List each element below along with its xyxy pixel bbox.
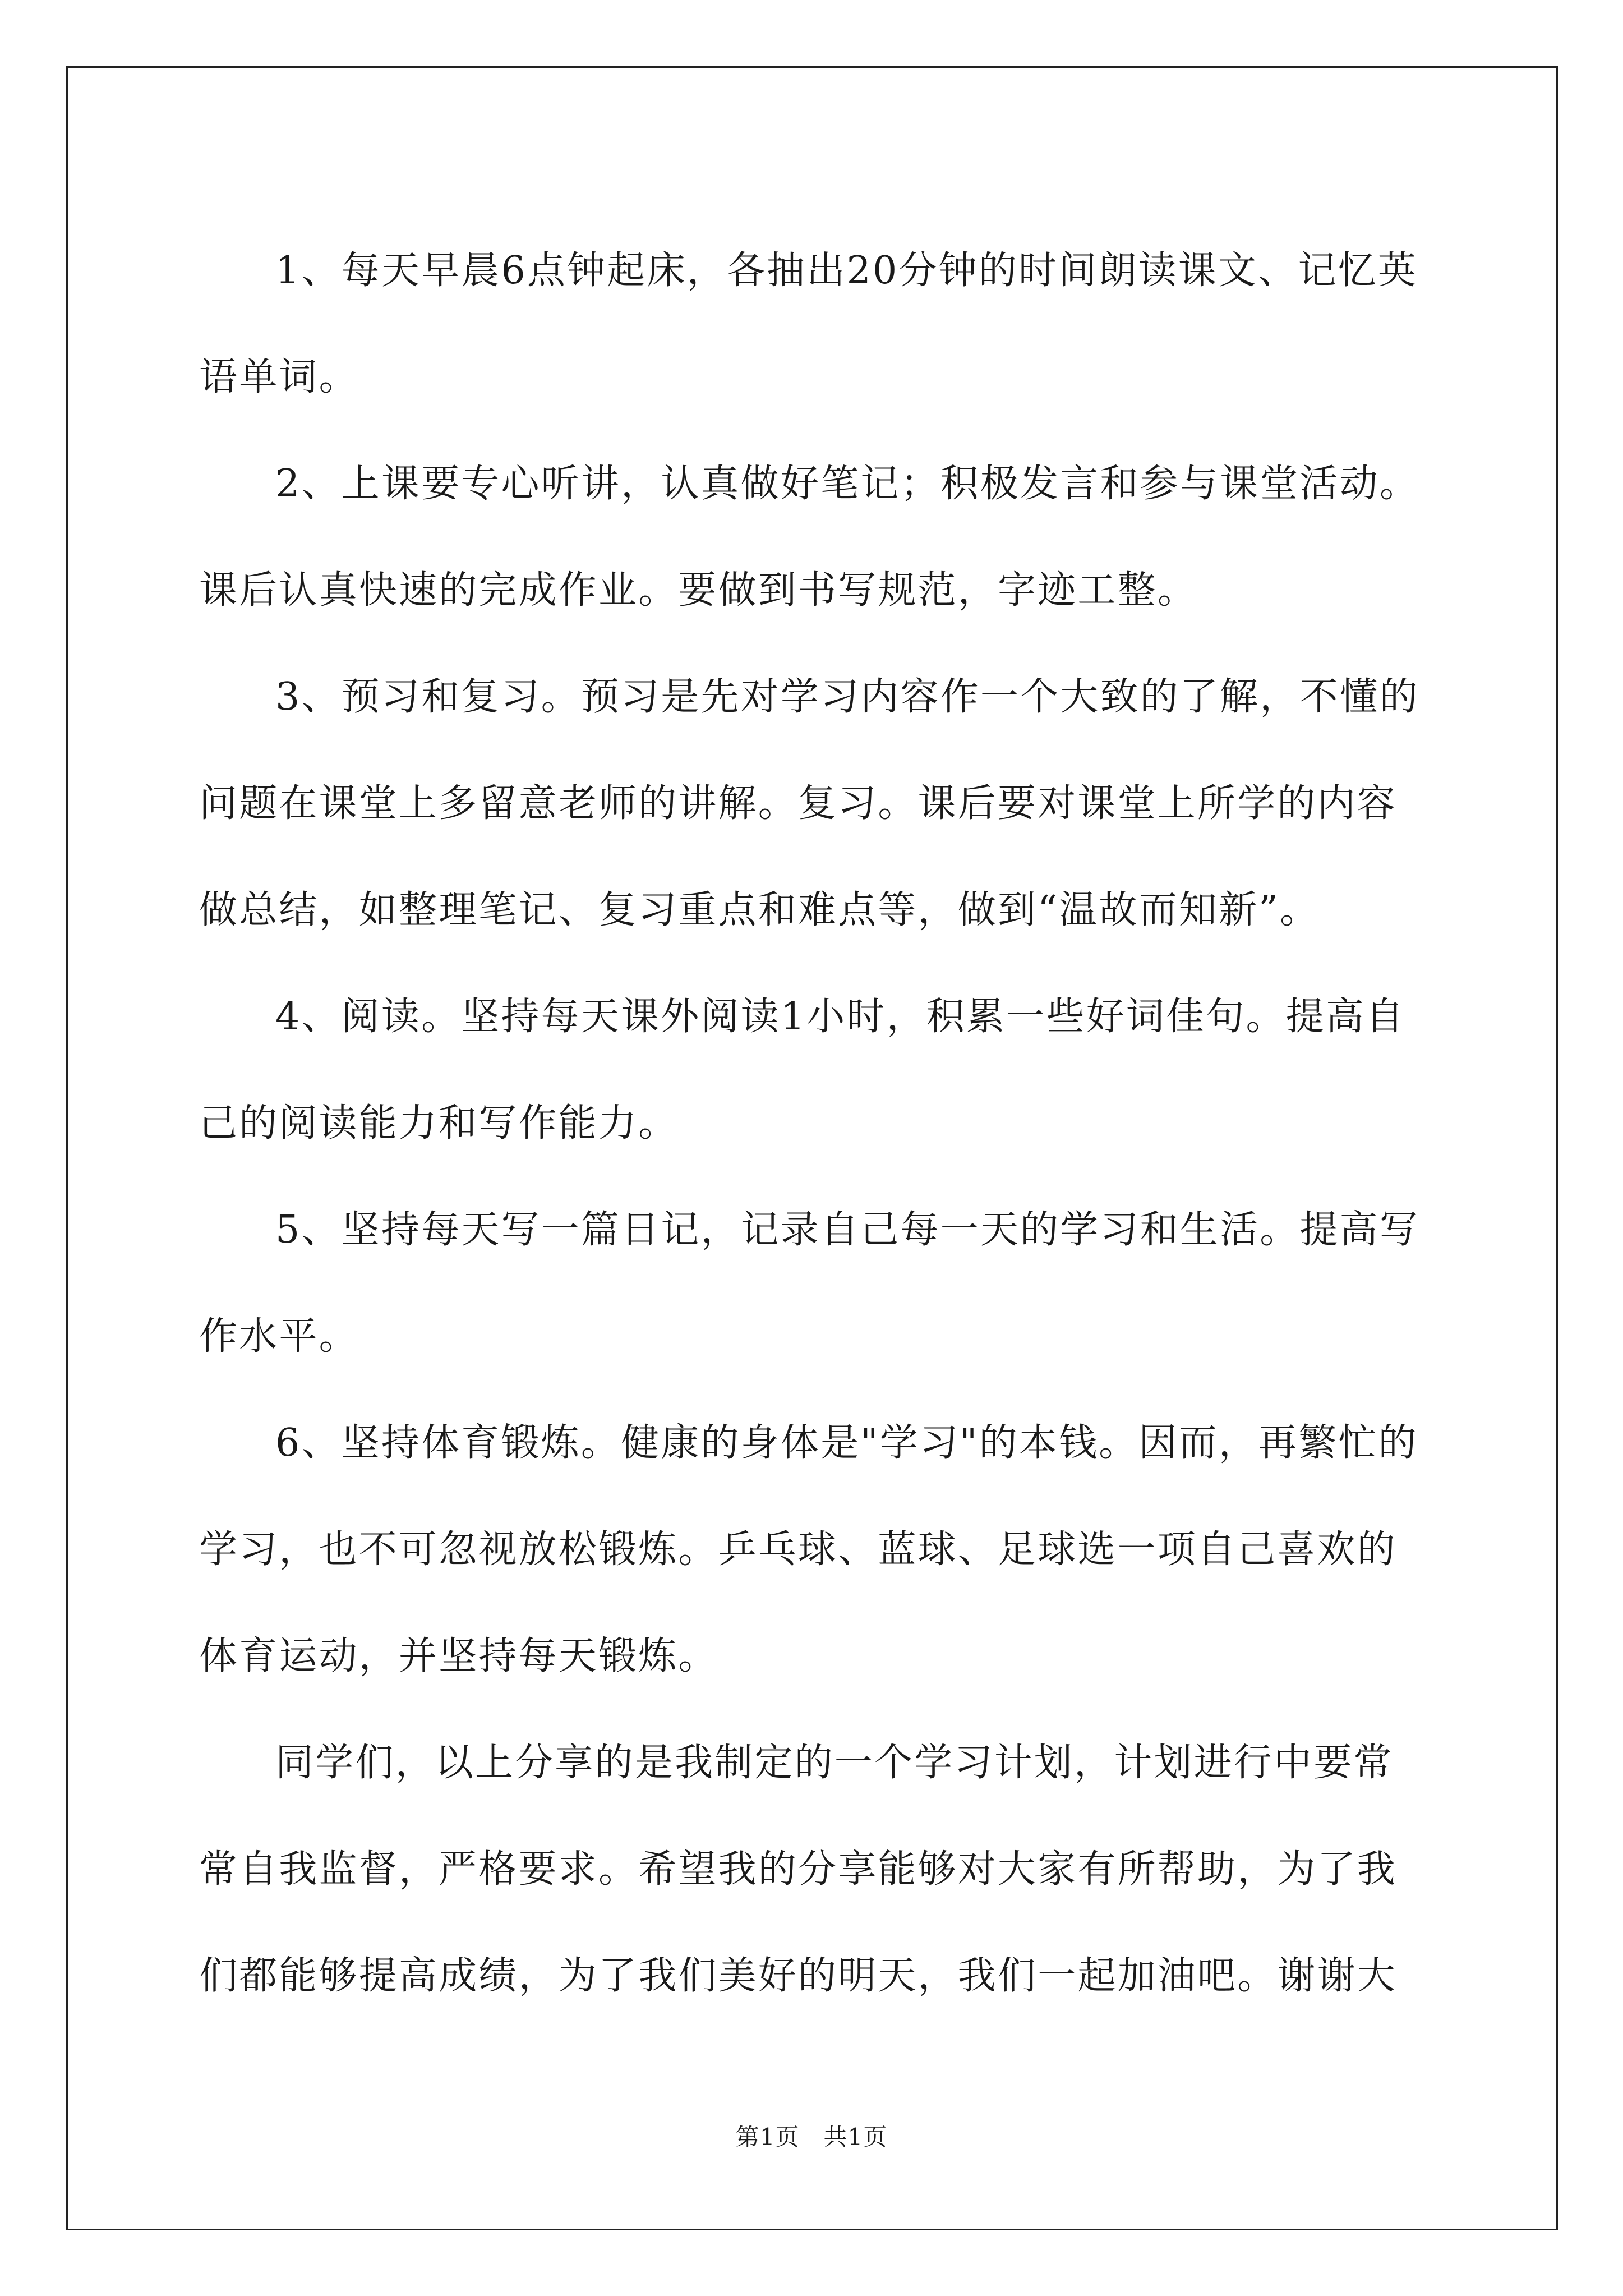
paragraph-closing: 同学们，以上分享的是我制定的一个学习计划，计划进行中要常常自我监督，严格要求。希望我的分享能够对大家有所帮助，为了我们都能够提高成绩，为了我们美好的明天，我们一起加油吧。谢谢大 — [199, 1741, 1398, 1998]
page-number: 第1页 — [735, 2123, 800, 2151]
footer-gap — [799, 2123, 823, 2151]
page-total: 共1页 — [823, 2123, 888, 2151]
page-footer — [0, 2120, 1623, 2154]
paragraph-item-1: 1、每天早晨6点钟起床，各抽出20分钟的时间朗读课文、记忆英语单词。 — [199, 249, 1418, 399]
paragraph-item-5: 5、坚持每天写一篇日记，记录自己每一天的学习和生活。提高写作水平。 — [199, 1208, 1420, 1359]
paragraph-item-4: 4、阅读。坚持每天课外阅读1小时，积累一些好词佳句。提高自己的阅读能力和写作能力。 — [199, 995, 1406, 1145]
paragraph-item-2: 2、上课要专心听讲，认真做好笔记；积极发言和参与课堂活动。课后认真快速的完成作业。要做到书写规范，字迹工整。 — [199, 462, 1420, 613]
document-body — [199, 218, 1427, 2030]
paragraph-item-3: 3、预习和复习。预习是先对学习内容作一个大致的了解，不懂的问题在课堂上多留意老师的讲解。复习。课后要对课堂上所学的内容做总结，如整理笔记、复习重点和难点等，做到“温故而知新”。 — [199, 675, 1420, 932]
paragraph-item-6: 6、坚持体育锻炼。健康的身体是"学习"的本钱。因而，再繁忙的学习，也不可忽视放松锻炼。乒乓球、蓝球、足球选一项自己喜欢的体育运动，并坚持每天锻炼。 — [199, 1421, 1418, 1678]
